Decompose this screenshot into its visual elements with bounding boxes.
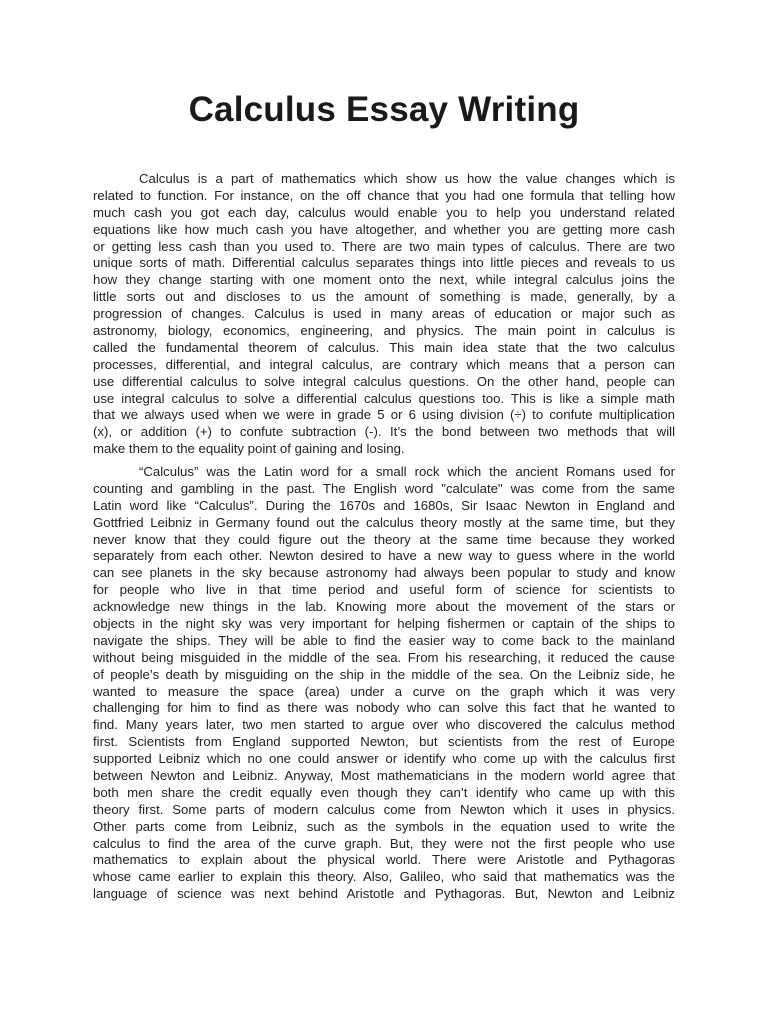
paragraph-line: how they change starting with one moment onto the next, while integral calculus joins the: [93, 272, 675, 288]
paragraph-line: (x), or addition (+) to confute subtraction (-). It’s the bond between two methods that will: [93, 424, 675, 440]
paragraph-line: wanted to measure the space (area) under a curve on the graph which it was very: [93, 683, 675, 699]
paragraph-line: use differential calculus to solve integral calculus questions. On the other hand, people can: [93, 373, 675, 389]
paragraph-line: supported Leibniz which no one could answer or identify who come up with the calculus first: [93, 751, 675, 767]
document-title: Calculus Essay Writing: [188, 90, 580, 129]
paragraph-line: challenging for him to find as there was nobody who can solve this fact that he wanted to: [93, 700, 675, 716]
paragraph-line: equations like how much cash you have altogether, and whether you are getting more cash: [93, 221, 675, 237]
paragraph-line: can see planets in the sky because astronomy had always been popular to study and know: [93, 565, 675, 581]
paragraph-line: called the fundamental theorem of calculus. This main idea state that the two calculus: [93, 339, 675, 355]
paragraph-line: both men share the credit equally even though they can’t identify who came up with this: [93, 784, 675, 800]
paragraph-line: progression of changes. Calculus is used in many areas of education or major such as: [93, 306, 675, 322]
paragraph-line: theory first. Some parts of modern calculus come from Newton which it uses in physics.: [93, 801, 675, 817]
paragraph-1: [93, 171, 675, 458]
paragraph-line: without being misguided in the middle of the sea. From his researching, it reduced the cause: [93, 649, 675, 665]
paragraph-2: [93, 464, 675, 903]
paragraph-line: navigate the ships. They will be able to find the easier way to come back to the mainland: [93, 632, 675, 648]
paragraph-line: astronomy, biology, economics, engineering, and physics. The main point in calculus is: [93, 323, 675, 339]
paragraph-line: never know that they could figure out the theory at the same time because they worked: [93, 531, 675, 547]
paragraph-line: make them to the equality point of gaining and losing.: [93, 441, 405, 457]
paragraph-line: little sorts out and discloses to us the amount of something is made, generally, by a: [93, 289, 675, 305]
paragraph-line: Latin word like “Calculus”. During the 1670s and 1680s, Sir Isaac Newton in England and: [93, 497, 675, 513]
paragraph-line: Calculus is a part of mathematics which show us how the value changes which is: [139, 171, 675, 186]
paragraph-line: acknowledge new things in the lab. Knowing more about the movement of the stars or: [93, 599, 675, 615]
paragraph-line: find. Many years later, two men started to argue over who discovered the calculus method: [93, 717, 675, 733]
paragraph-line: unique sorts of math. Differential calculus separates things into little pieces and reveals to us: [93, 255, 675, 271]
paragraph-line: of people’s death by misguiding on the ship in the middle of the sea. On the Leibniz side, he: [93, 666, 675, 682]
paragraph-line: separately from each other. Newton desired to have a new way to guess where in the world: [93, 548, 675, 564]
paragraph-line: related to function. For instance, on the off chance that you had one formula that telling how: [93, 187, 675, 203]
paragraph-line: objects in the night sky was very important for helping fishermen or captain of the ships to: [93, 616, 675, 632]
paragraph-line: for people who live in that time period and useful form of science for scientists to: [93, 582, 675, 598]
paragraph-line: mathematics to explain about the physical world. There were Aristotle and Pythagoras: [93, 852, 675, 868]
paragraph-line: calculus to find the area of the curve graph. But, they were not the first people who use: [93, 835, 675, 851]
paragraph-line: whose came earlier to explain this theory. Also, Galileo, who said that mathematics was the: [93, 869, 675, 885]
paragraph-line: that we always used when we were in grade 5 or 6 using division (÷) to confute multiplication: [93, 407, 675, 423]
paragraph-line: much cash you got each day, calculus would enable you to help you understand related: [93, 204, 675, 220]
paragraph-line: “Calculus” was the Latin word for a small rock which the ancient Romans used for: [139, 464, 675, 479]
paragraph-line: counting and gambling in the past. The English word "calculate" was come from the same: [93, 480, 675, 496]
paragraph-line: use integral calculus to solve a differential calculus questions too. This is like a simple math: [93, 390, 675, 406]
paragraph-line: processes, differential, and integral calculus, are contrary which means that a person can: [93, 356, 675, 372]
paragraph-line: Gottfried Leibniz in Germany found out the calculus theory mostly at the same time, but they: [93, 514, 675, 530]
paragraph-line: between Newton and Leibniz. Anyway, Most mathematicians in the modern world agree that: [93, 768, 675, 784]
paragraph-line: language of science was next behind Aristotle and Pythagoras. But, Newton and Leibniz: [93, 886, 675, 902]
paragraph-line: or getting less cash than you used to. There are two main types of calculus. There are two: [93, 238, 675, 254]
paragraph-line: first. Scientists from England supported Newton, but scientists from the rest of Europe: [93, 734, 675, 750]
paragraph-line: Other parts come from Leibniz, such as the symbols in the equation used to write the: [93, 818, 675, 834]
